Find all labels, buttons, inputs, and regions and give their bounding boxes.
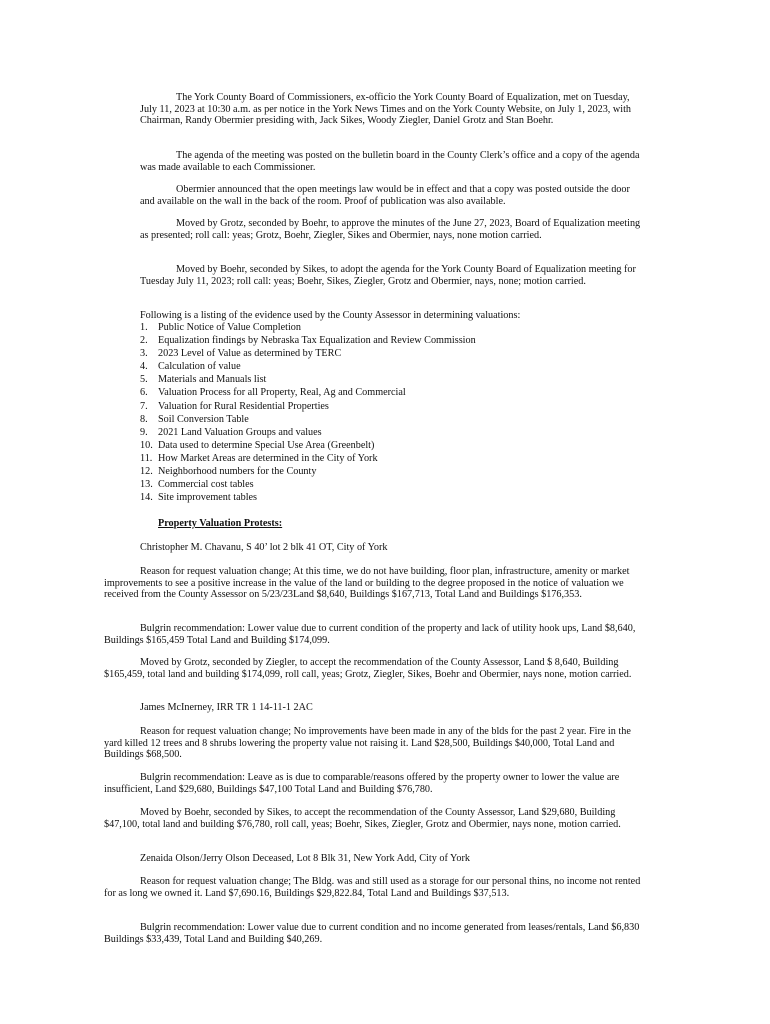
protest-3-recommendation: Bulgrin recommendation: Lower value due to current condition and no income generated from leases/rentals, Land $6,830 Buildings $33,439, Total Land and Building $40,269. — [104, 922, 640, 945]
paragraph-approve-minutes: Moved by Grotz, seconded by Boehr, to approve the minutes of the June 27, 2023, Board of Equalization meeting as presented; roll call: yeas; Grotz, Boehr, Ziegler, Sikes and Obermier, nays, none motion carried. — [140, 218, 641, 241]
paragraph-agenda-posted: The agenda of the meeting was posted on the bulletin board in the County Clerk’s office and a copy of the agenda was made available to each Commissioner. — [140, 150, 640, 173]
evidence-item-number: 13. — [140, 479, 153, 491]
evidence-item-text: Materials and Manuals list — [158, 374, 267, 386]
evidence-item-number: 14. — [140, 492, 153, 504]
evidence-item-number: 2. — [140, 335, 148, 347]
evidence-item-number: 3. — [140, 348, 148, 360]
evidence-item-text: Calculation of value — [158, 361, 241, 373]
paragraph-meeting-opening: The York County Board of Commissioners, ex-officio the York County Board of Equalization, met on Tuesday, July 11, 2023 at 10:30 a.m. as per notice in the York News Times and on the York County Website, on July 1, 2023, with Chairman, Randy Obermier presiding with, Jack Sikes, Woody Ziegler, Daniel Grotz and Stan Boehr. — [140, 92, 631, 127]
evidence-item-number: 10. — [140, 439, 153, 451]
evidence-list — [140, 321, 476, 504]
evidence-list-item — [140, 386, 476, 399]
protest-1-recommendation: Bulgrin recommendation: Lower value due to current condition of the property and lack of utility hook ups, Land $8,640, Buildings $165,459 Total Land and Building $174,099. — [104, 623, 636, 646]
protest-1-reason: Reason for request valuation change; At this time, we do not have building, floor plan, infrastructure, amenity or market improvements to see a positive increase in the value of the land or building to the degree proposed in the notice of valuation we received from the County Assessor on 5/23/23Land $8,640, Buildings $167,713, Total Land and Buildings $176,353. — [104, 566, 630, 601]
evidence-list-item — [140, 360, 476, 373]
evidence-item-text: Valuation for Rural Residential Properties — [158, 400, 329, 412]
paragraph-open-meetings: Obermier announced that the open meetings law would be in effect and that a copy was posted outside the door and available on the wall in the back of the room. Proof of publication was also available. — [140, 184, 630, 207]
protest-2-reason: Reason for request valuation change; No improvements have been made in any of the blds for the past 2 year. Fire in the yard killed 12 trees and 8 shrubs lowering the property value not raising it. Land $28,500, Buildings $40,000, Total Land and Buildings $68,500. — [104, 726, 631, 761]
evidence-item-text: Site improvement tables — [158, 492, 258, 504]
evidence-item-number: 4. — [140, 361, 148, 373]
evidence-list-item — [140, 321, 476, 334]
evidence-item-number: 6. — [140, 387, 148, 399]
protest-3-reason: Reason for request valuation change; The Bldg. was and still used as a storage for our personal thins, no income not rented for as long we owned it. Land $7,690.16, Buildings $29,822.84, Total Land and Buildings $37,513. — [104, 876, 641, 899]
protest-2-title: James McInerney, IRR TR 1 14-11-1 2AC — [140, 702, 313, 713]
protest-1-motion: Moved by Grotz, seconded by Ziegler, to accept the recommendation of the County Assessor, Land $ 8,640, Building $165,459, total land and building $174,099, roll call, yeas; Grotz, Ziegler, Sikes, Boehr and Obermier, nays none, motion carried. — [104, 657, 632, 680]
evidence-item-number: 1. — [140, 322, 148, 333]
evidence-item-text: Soil Conversion Table — [158, 413, 249, 425]
evidence-item-number: 9. — [140, 426, 148, 438]
evidence-list-item — [140, 491, 476, 504]
evidence-list-item — [140, 413, 476, 426]
protest-1-title: Christopher M. Chavanu, S 40’ lot 2 blk 41 OT, City of York — [140, 542, 388, 553]
evidence-list-item — [140, 439, 476, 452]
evidence-item-text: Public Notice of Value Completion — [158, 322, 301, 333]
evidence-item-number: 12. — [140, 466, 153, 478]
evidence-list-item — [140, 465, 476, 478]
evidence-item-text: 2021 Land Valuation Groups and values — [158, 426, 322, 438]
evidence-list-item — [140, 400, 476, 413]
evidence-list-item — [140, 452, 476, 465]
evidence-item-text: Data used to determine Special Use Area (Greenbelt) — [158, 439, 375, 451]
protest-2-recommendation: Bulgrin recommendation: Leave as is due to comparable/reasons offered by the property owner to lower the value are insufficient, Land $29,680, Buildings $47,100 Total Land and Building $76,780. — [104, 772, 620, 795]
evidence-item-number: 11. — [140, 452, 153, 464]
evidence-item-text: How Market Areas are determined in the City of York — [158, 452, 378, 464]
evidence-list-item — [140, 373, 476, 386]
evidence-item-text: 2023 Level of Value as determined by TERC — [158, 348, 342, 360]
evidence-item-number: 8. — [140, 413, 148, 425]
paragraph-adopt-agenda: Moved by Boehr, seconded by Sikes, to adopt the agenda for the York County Board of Equalization meeting for Tuesday July 11, 2023; roll call: yeas; Boehr, Sikes, Ziegler, Grotz and Obermier, nays, none; motion carried. — [140, 264, 636, 287]
evidence-list-item — [140, 426, 476, 439]
evidence-list-intro: Following is a listing of the evidence used by the County Assessor in determining valuations: — [140, 310, 521, 321]
evidence-list-item — [140, 478, 476, 491]
evidence-item-text: Commercial cost tables — [158, 479, 254, 491]
evidence-list-item — [140, 334, 476, 347]
evidence-item-text: Equalization findings by Nebraska Tax Equalization and Review Commission — [158, 335, 476, 347]
evidence-item-number: 5. — [140, 374, 148, 386]
section-heading-protests: Property Valuation Protests: — [158, 518, 283, 529]
evidence-item-text: Neighborhood numbers for the County — [158, 466, 317, 478]
protest-2-motion: Moved by Boehr, seconded by Sikes, to accept the recommendation of the County Assessor, Land $29,680, Building $47,100, total land and building $76,780, roll call, yeas; Boehr, Sikes, Ziegler, Grotz and Obermier, nays none, motion carried. — [104, 807, 621, 830]
evidence-list-item — [140, 347, 476, 360]
protest-3-title: Zenaida Olson/Jerry Olson Deceased, Lot 8 Blk 31, New York Add, City of York — [140, 853, 470, 864]
evidence-item-text: Valuation Process for all Property, Real, Ag and Commercial — [158, 387, 406, 399]
evidence-item-number: 7. — [140, 400, 148, 412]
